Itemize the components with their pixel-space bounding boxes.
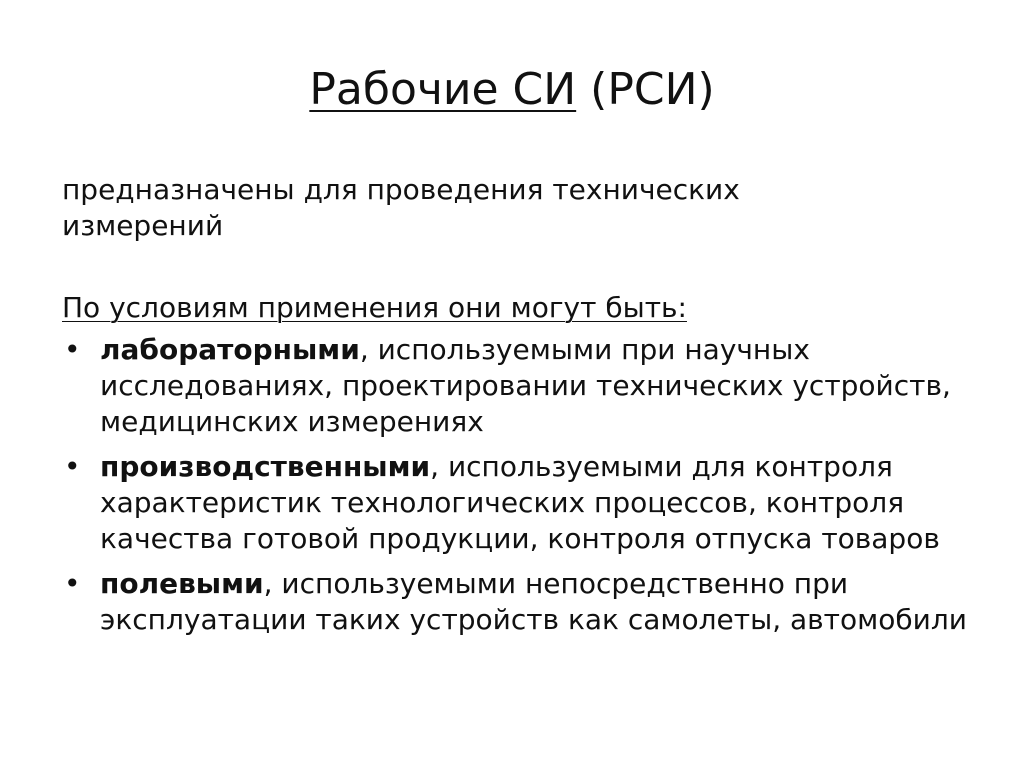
list-item-laboratory bbox=[62, 332, 982, 440]
list-item-term: лабораторными bbox=[100, 333, 360, 366]
list-item-term: производственными bbox=[100, 450, 431, 483]
slide-title-main: Рабочие СИ bbox=[309, 64, 577, 115]
list-item-field bbox=[62, 566, 982, 638]
list-item-text: , используемыми для контроля характеристик технологических процессов, контроля качества готовой продукции, контроля отпуска товаров bbox=[100, 450, 940, 555]
bullet-icon: • bbox=[64, 333, 81, 366]
conditions-heading: По условиям применения они могут быть: bbox=[62, 291, 687, 324]
list-item-text: , используемыми непосредственно при эксплуатации таких устройств как самолеты, автомобили bbox=[100, 567, 967, 636]
list-item-term: полевыми bbox=[100, 567, 264, 600]
slide-title-abbreviation: (РСИ) bbox=[576, 64, 715, 115]
bullet-icon: • bbox=[64, 567, 81, 600]
bullet-list bbox=[62, 332, 982, 638]
list-item-production bbox=[62, 449, 982, 557]
intro-text: предназначены для проведения технических измерений bbox=[62, 173, 740, 242]
list-item-text: , используемыми при научных исследованиях, проектировании технических устройств, медицинских измерениях bbox=[100, 333, 951, 438]
bullet-icon: • bbox=[64, 450, 81, 483]
slide-content bbox=[62, 172, 982, 647]
slide-title bbox=[0, 62, 1024, 118]
